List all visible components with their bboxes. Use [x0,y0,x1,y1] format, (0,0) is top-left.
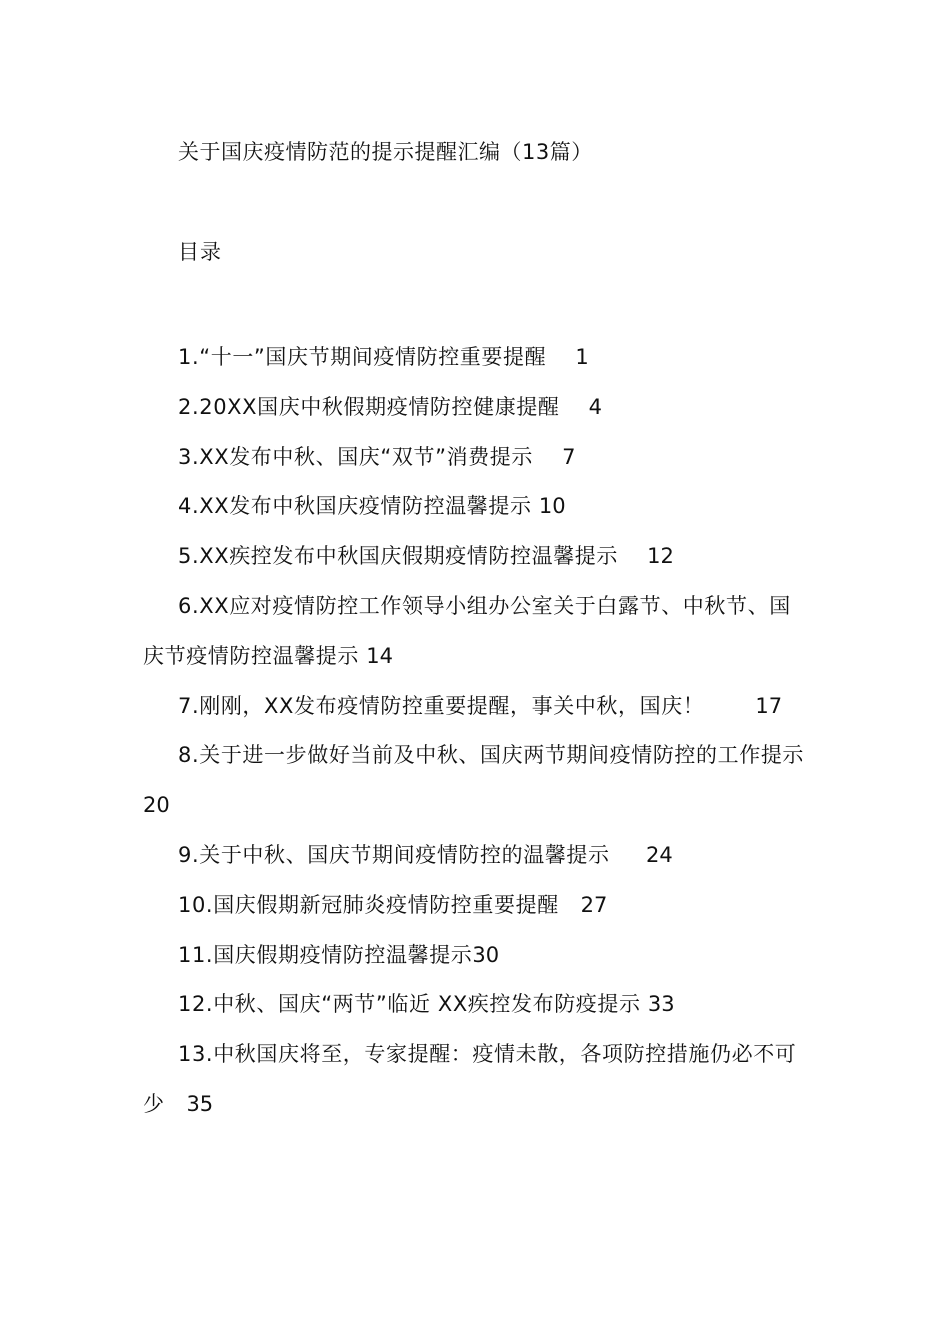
toc-entry-gap [704,694,755,718]
toc-entry[interactable] [143,731,808,831]
toc-entry[interactable] [143,980,808,1030]
toc-entry-page: 12 [647,544,674,569]
toc-entry-page: 30 [472,942,500,967]
toc-entry[interactable] [143,482,808,532]
toc-entry[interactable] [143,383,808,433]
toc-entry-page: 14 [366,643,394,668]
toc-entry-title: 12.中秋、国庆“两节”临近 XX疾控发布防疫提示 [178,992,641,1017]
toc-entry-page: 27 [580,892,608,917]
toc-entry[interactable] [143,433,808,483]
toc-entry-page: 20 [143,793,170,818]
toc-entry-gap [641,992,648,1016]
toc-entry-gap [618,544,647,568]
toc-entry[interactable] [143,682,808,732]
toc-entry-gap [559,893,581,917]
toc-entry[interactable] [143,931,808,981]
toc-entry-title: 13.中秋国庆将至，专家提醒：疫情未散，各项防控措施仍必不可少 [143,1042,797,1116]
toc-entry-page: 35 [186,1091,214,1116]
toc-entry-gap [804,743,811,767]
toc-entry-title: 8.关于进一步做好当前及中秋、国庆两节期间疫情防控的工作提示 [178,743,805,768]
toc-heading: 目录 [178,240,222,264]
toc-entry-gap [533,445,562,469]
toc-entry[interactable] [143,333,808,383]
toc-entry-page: 24 [646,842,673,867]
toc-entry-page: 4 [588,394,603,419]
toc-entry-title: 4.XX发布中秋国庆疫情防控温馨提示 [178,494,532,519]
toc-entry-gap [560,395,589,419]
toc-entry-title: 7.刚刚，XX发布疫情防控重要提醒，事关中秋，国庆！ [178,693,705,718]
toc-entry-title: 1.“十一”国庆节期间疫情防控重要提醒 [178,345,547,369]
toc-entry[interactable] [143,1030,808,1130]
toc-entry-title: 11.国庆假期疫情防控温馨提示 [178,942,473,967]
toc-entry-title: 10.国庆假期新冠肺炎疫情防控重要提醒 [178,892,559,917]
toc-entry-page: 10 [538,494,566,519]
toc-entry[interactable] [143,831,808,881]
toc-entry-title: 2.20XX国庆中秋假期疫情防控健康提醒 [178,394,560,419]
toc-entry-gap [532,494,539,518]
toc-entry[interactable] [143,532,808,582]
toc-entry-title: 6.XX应对疫情防控工作领导小组办公室关于白露节、中秋节、国庆节疫情防控温馨提示 [143,593,791,668]
toc-entry[interactable] [143,582,808,682]
toc-entry-page: 33 [647,992,675,1017]
toc-entry-page: 7 [562,444,576,469]
toc-entry-page: 1 [575,345,589,369]
toc-entry-gap [165,1092,187,1116]
toc-entry-page: 17 [755,693,783,718]
toc-entry-title: 5.XX疾控发布中秋国庆假期疫情防控温馨提示 [178,544,619,569]
toc-entry-title: 9.关于中秋、国庆节期间疫情防控的温馨提示 [178,842,610,867]
toc-entry-gap [546,345,575,369]
toc-entry[interactable] [143,881,808,931]
table-of-contents [143,333,808,1130]
toc-entry-gap [610,843,646,867]
document-title: 关于国庆疫情防范的提示提醒汇编（13篇） [178,140,593,164]
toc-entry-title: 3.XX发布中秋、国庆“双节”消费提示 [178,444,533,469]
